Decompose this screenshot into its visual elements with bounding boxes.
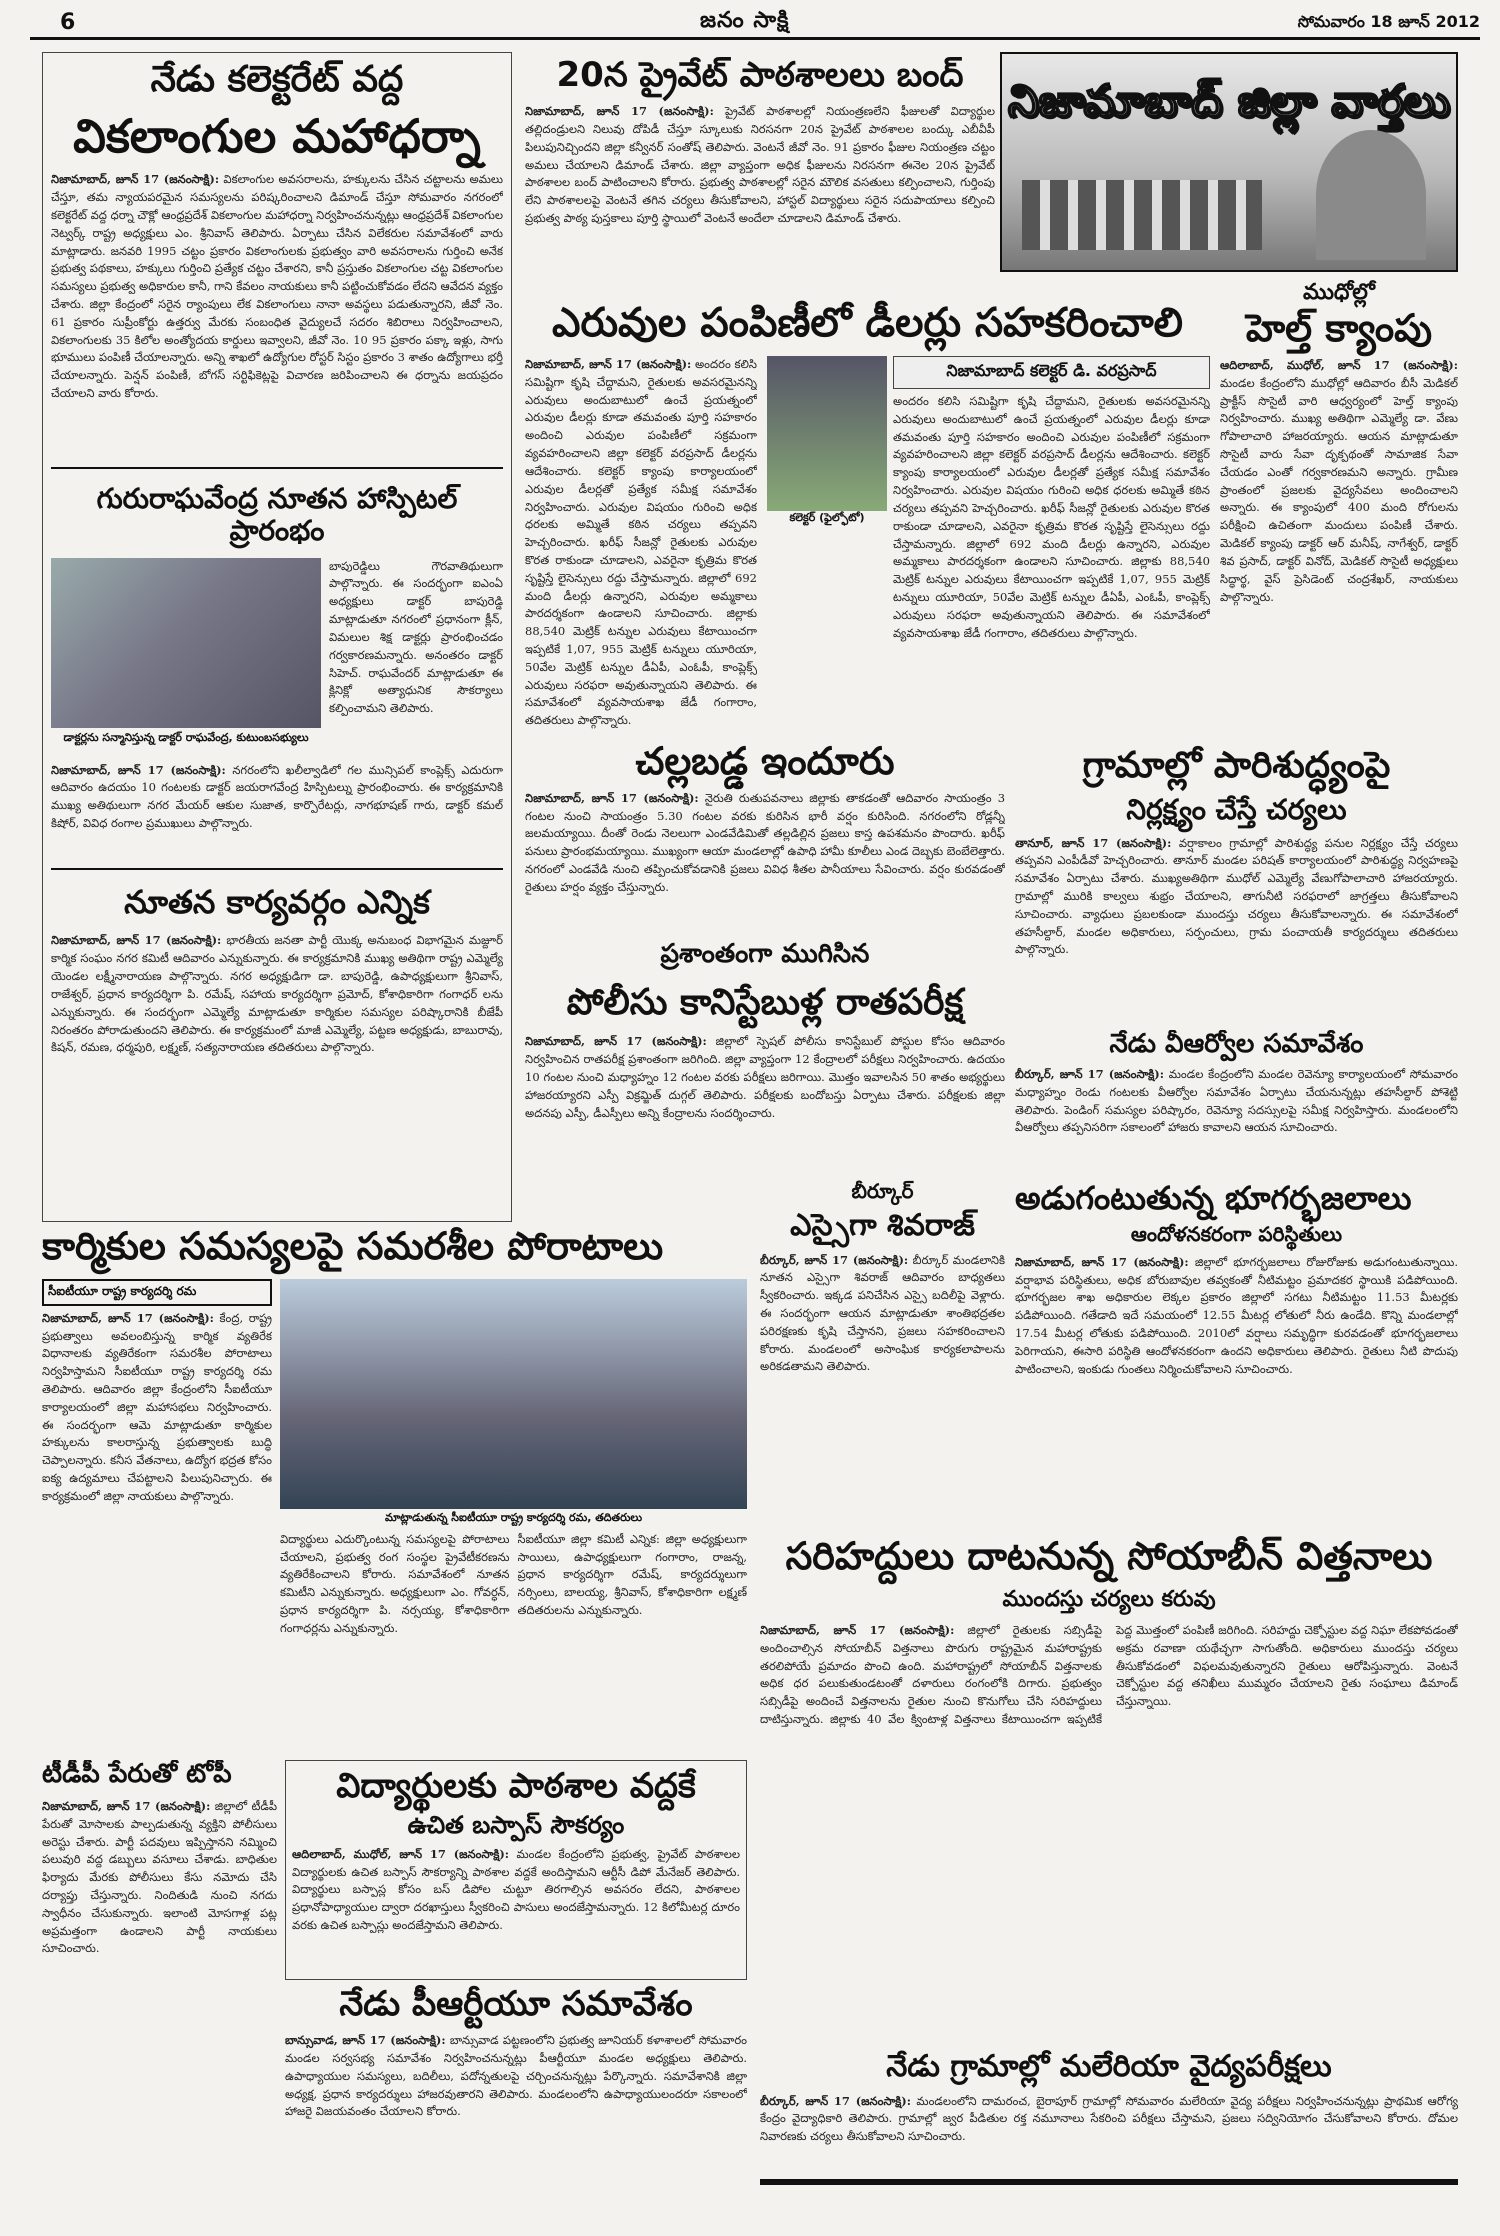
subheadline: ముందస్తు చర్యలు కరువు xyxy=(1002,1586,1216,1612)
masthead-logo: జనం సాక్షి xyxy=(700,8,790,33)
page-number: 6 xyxy=(60,10,76,35)
article-body: బాపురెడ్డిలు గౌరవాతిథులుగా పాల్గొన్నారు. ఈ సందర్భంగా ఐఎంఏ అధ్యక్షులు డాక్టర్ బాపురెడ్డి మాట్లాడుతూ నగరంలో ప్రధానంగా క్లీన్, విమలుల శిక్ష డాక్టర్లు ప్రారంభించడం గర్వకారణమన్నారు. అనంతరం డాక్టర్ సిహెచ్. రాఘవేందర్ మాట్లాడుతూ ఈ క్లినిక్లో అత్యాధునిక సౌకర్యాలు కల్పించామని తెలిపారు. xyxy=(329,558,503,716)
dateline: తానూర్, జూన్ 17 (జనంసాక్షి): xyxy=(1015,835,1172,850)
article-labour xyxy=(42,1225,747,1755)
body-text: జిల్లాలో రైతులకు సబ్సిడీపై అందించాల్సిన సోయాబీన్ విత్తనాలు పొరుగు రాష్ట్రమైన మహారాష్ట్రకు తరలిపోయే ప్రమాదం పొంచి ఉంది. మహారాష్ట్రలో సోయాబీన్ విత్తనాలకు అధిక ధర పలుకుతుండటంతో దళారులు రంగంలోకి దిగారు. ప్రభుత్వం సబ్సిడీపై అందించే విత్తనాలను రైతుల నుంచి కొనుగోలు చేసి సరిహద్దులు దాటిస్తున్నారు. జిల్లాకు 40 వేల క్వింటాళ్ల విత్తనాలు కేటాయించగా ఇప్పటికే పెద్ద మొత్తంలో పంపిణీ జరిగింది. సరిహద్దు చెక్పోస్టుల వద్ద నిఘా లేకపోవడంతో అక్రమ రవాణా యథేచ్ఛగా సాగుతోంది. అధికారులు ముందస్తు చర్యలు తీసుకోవడంలో విఫలమవుతున్నారని రైతులు ఆరోపిస్తున్నారు. వెంటనే చెక్పోస్టుల వద్ద తనిఖీలు ముమ్మరం చేయాలని రైతు సంఘాలు డిమాండ్ చేస్తున్నాయి. xyxy=(760,1622,1458,1727)
article-body xyxy=(51,932,503,1137)
dateline: నిజామాబాద్, జూన్ 17 (జనంసాక్షి): xyxy=(760,1622,955,1637)
dateline: ఆదిలాబాద్, ముధోల్, జూన్ 17 (జనంసాక్షి): xyxy=(1220,357,1458,372)
body-text: కేంద్ర, రాష్ట్ర ప్రభుత్వాలు అవలంబిస్తున్న కార్మిక వ్యతిరేక విధానాలకు వ్యతిరేకంగా సమరశీల పోరాటాలు నిర్వహిస్తామని సీఐటీయూ రాష్ట్ర కార్యదర్శి రమ తెలిపారు. ఆదివారం జిల్లా కేంద్రంలోని సీఐటీయూ కార్యాలయంలో జిల్లా మహాసభలు నిర్వహించారు. ఈ సందర్భంగా ఆమె మాట్లాడుతూ కార్మికుల హక్కులను కాలరాస్తున్న ప్రభుత్వాలకు బుద్ధి చెప్పాలన్నారు. కనీస వేతనాలు, ఉద్యోగ భద్రత కోసం ఐక్య ఉద్యమాలు చేపట్టాలని పిలుపునిచ్చారు. ఈ కార్యక్రమంలో జిల్లా నాయకులు పాల్గొన్నారు. xyxy=(42,1310,272,1503)
dateline: బీర్కూర్, జూన్ 17 (జనంసాక్షి): xyxy=(760,2093,911,2108)
subheadline: నిజామాబాద్ కలెక్టర్ డి. వరప్రసాద్ xyxy=(893,356,1210,389)
headline-police-exam: పోలీసు కానిస్టేబుళ్ల రాతపరీక్ష xyxy=(566,981,964,1023)
body-text: జిల్లాలో స్పెషల్ పోలీసు కానిస్టేబుల్ పోస్టుల కోసం ఆదివారం నిర్వహించిన రాతపరీక్ష ప్రశాంతంగా జరిగింది. జిల్లా వ్యాప్తంగా 12 కేంద్రాలలో పరీక్షలు నిర్వహించారు. ఉదయం 10 గంటల నుంచి మధ్యాహ్నం 12 గంటల వరకు పరీక్షలు జరిగాయి. మొత్తం ఇవాలసిన 50 శాతం అభ్యర్థులు హాజరయ్యారని ఎస్పీ విక్రమ్జిత్ దుగ్గల్ తెలిపారు. పరీక్షలకు బందోబస్తు ఏర్పాటు చేశారు. పరీక్షలకు జిల్లా అదనపు ఎస్పీ, డీఎస్పీలు అన్ని కేంద్రాలను సందర్శించారు. xyxy=(525,1034,1005,1120)
headline-tdp: టీడీపీ పేరుతో టోపీ xyxy=(42,1760,232,1789)
subheadline: ఆందోళనకరంగా పరిస్థితులు xyxy=(1130,1221,1343,1246)
body-text: జిల్లాలో టీడీపీ పేరుతో మోసాలకు పాల్పడుతున్న వ్యక్తిని పోలీసులు అరెస్టు చేశారు. పార్టీ పదవులు ఇప్పిస్తానని నమ్మించి పలువురి వద్ద డబ్బులు వసూలు చేశాడు. బాధితుల ఫిర్యాదు మేరకు పోలీసులు కేసు నమోదు చేసి దర్యాప్తు చేస్తున్నారు. నిందితుడి నుంచి నగదు స్వాధీనం చేసుకున్నారు. ఇలాంటి మోసగాళ్ల పట్ల అప్రమత్తంగా ఉండాలని పార్టీ నాయకులు సూచించారు. xyxy=(42,1798,277,1956)
dateline: ఆదిలాబాద్, ముధోల్, జూన్ 17 (జనంసాక్షి): xyxy=(292,1846,510,1861)
article-private-schools xyxy=(525,56,995,296)
photo-caption: డాక్టర్లను సన్మానిస్తున్న డాక్టర్ రాఘవేంద్ర, కుటుంబసభ్యులు xyxy=(63,730,309,744)
body-text: మండలంలోని దామరంచ, బైరాపూర్ గ్రామాల్లో సోమవారం మలేరియా వైద్య పరీక్షలు నిర్వహించనున్నట్లు ప్రాథమిక ఆరోగ్య కేంద్రం వైద్యాధికారి తెలిపారు. గ్రామాల్లో జ్వర పీడితుల రక్త నమూనాలు సేకరించి పరీక్షలు చేస్తామని, ప్రజలు సద్వినియోగం చేసుకోవాలని కోరారు. దోమల నివారణకు చర్యలు తీసుకోవాలని సూచించారు. xyxy=(760,2093,1458,2144)
district-news-banner xyxy=(1000,52,1458,272)
headline-collectorate-2: వికలాంగుల మహాధర్నా xyxy=(73,109,481,164)
article-body xyxy=(760,1252,1005,1522)
article-body: సీఐటీయూ జిల్లా కమిటీ ఎన్నిక: జిల్లా అధ్యక్షులుగా సాయిలు, ఉపాధ్యక్షులుగా గంగారాం, రాజన్న, ప్రధాన కార్యదర్శిగా రమేష్, కార్యదర్శులుగా నర్సింలు, బాలయ్య, శ్రీనివాస్, కోశాధికారిగా లక్ష్మణ్ తదితరులను ఎన్నుకున్నారు. xyxy=(517,1531,747,1617)
dateline: నిజామాబాద్, జూన్ 17 (జనంసాక్షి): xyxy=(525,790,699,805)
body-text: బీర్కూర్ మండలానికి నూతన ఎస్సైగా శివరాజ్ ఆదివారం బాధ్యతలు స్వీకరించారు. ఇక్కడ పనిచేసిన ఎస్సై బదిలీపై వెళ్లారు. ఈ సందర్భంగా ఆయన మాట్లాడుతూ శాంతిభద్రతల పరిరక్షణకు కృషి చేస్తానని, ప్రజలు సహకరించాలని కోరారు. మండలంలో అసాంఘిక కార్యకలాపాలను అరికడతామని తెలిపారు. xyxy=(760,1252,1005,1374)
headline-malaria: నేడు గ్రామాల్లో మలేరియా వైద్యపరీక్షలు xyxy=(886,2050,1332,2084)
article-prtu-meeting xyxy=(285,1985,747,2225)
body-text: వికలాంగుల అవసరాలను, హక్కులను చేసిన చట్టాలను అమలు చేస్తూ, తమ న్యాయపరమైన సమస్యలను పరిష్కరించాలని డిమాండ్ చేస్తూ సోమవారం నగరంలో కలెక్టరేట్ వద్ద ధర్నా చౌక్లో ఆంధ్రప్రదేశ్ వికలాంగుల మహాధర్నా నిర్వహించనున్నట్లు ఆంధ్రప్రదేశ్ వికలాంగుల నెట్వర్క్ రాష్ట్ర అధ్యక్షులు ఎం. శ్రీనివాస్ తెలిపారు. ఏర్పాటు చేసిన విలేకరుల సమావేశంలో వారు మాట్లాడారు. జనవరి 1995 చట్టం ప్రకారం వికలాంగులకు ప్రభుత్వం వారి అవసరాలను గుర్తించి అనేక ప్రభుత్వ పథకాలు, హక్కులు గుర్తించి ప్రత్యేక చట్టం చేశారని, కానీ ప్రస్తుతం వికలాంగుల చట్ట వికలాంగుల సమస్యలు ప్రభుత్వ అధికారుల కానీ, గాని కేవలం నాయకులు కానీ పట్టించుకోవడం లేదని ఆవేదన వ్యక్తం చేశారు. జిల్లా కేంద్రంలో సరైన ర్యాంపులు లేక వికలాంగులు నానా అవస్థలు పడుతున్నారని, జీవో నెం. 61 ప్రకారం సుప్రీంకోర్టు ఉత్తర్వు మేరకు సంబంధిత వైద్యులచే సదరం శిబిరాలు నిర్వహించాలని, వికలాంగులకు 35 కిలోల అంత్యోదయ కార్డులు ఇవ్వాలని, జీవో నెం. 10 95 ప్రకారం పక్కా ఇళ్లు, సాగు భూములు పంపిణీ చేయాలన్నారు. అన్ని శాఖలో ఉద్యోగుల రోస్టర్ సిస్టం ప్రకారం 3 శాతం ఉద్యోగాలు భర్తీ చేయాలన్నారు. పెన్షన్ పంపిణీ, బోగస్ సర్టిఫికెట్లపై విచారణ జరిపించాలని ఈ ధర్నాను జయప్రదం చేయాలని వారు కోరారు. xyxy=(51,172,503,401)
headline-committee: నూతన కార్యవర్గం ఎన్నిక xyxy=(124,882,430,921)
headline-bus-pass: విద్యార్థులకు పాఠశాల వద్దకే xyxy=(336,1766,696,1806)
dateline: నిజామాబాద్, జూన్ 17 (జనంసాక్షి): xyxy=(51,172,220,187)
subheadline: ఉచిత బస్పాస్ సౌకర్యం xyxy=(407,1811,625,1840)
dateline: బాన్సువాడ, జూన్ 17 (జనంసాక్షి): xyxy=(285,2033,446,2048)
article-body xyxy=(1015,835,1458,1005)
body-text: భారతీయ జనతా పార్టీ యొక్క అనుబంధ విభాగమైన మజ్దూర్ కార్మిక సంఘం నగర కమిటీ ఆదివారం ఎన్నుకున్నారు. ఈ కార్యక్రమానికి ముఖ్య అతిథిగా రాష్ట్ర ఎమ్మెల్యే యెండల లక్ష్మీనారాయణ పాల్గొన్నారు. నగర అధ్యక్షుడిగా డా. బాపురెడ్డి, ఉపాధ్యక్షులుగా శ్రీనివాస్, రాజేశ్వర్, ప్రధాన కార్యదర్శిగా పి. రమేష్, సహాయ కార్యదర్శిగా ప్రమోద్, కోశాధికారిగా గంగాధర్ లను ఎన్నుకున్నారు. ఈ సందర్భంగా ఎమ్మెల్యే మాట్లాడుతూ కార్మికుల సమస్యల పరిష్కారానికి బీజేపీ నిరంతరం పోరాడుతుందని తెలిపారు. ఈ కార్యక్రమంలో మాజీ ఎమ్మెల్యే, పట్టణ అధ్యక్షుడు, బాబురావు, కిషన్, రమణ, ధర్మపురి, లక్ష్మణ్, సత్యనారాయణ తదితరులు పాల్గొన్నారు. xyxy=(51,933,503,1055)
dateline: నిజామాబాద్, జూన్ 17 (జనంసాక్షి): xyxy=(525,357,692,371)
article-birkur xyxy=(760,1180,1005,1530)
headline-private-schools: 20న ప్రైవేట్ పాఠశాలలు బంద్ xyxy=(556,56,964,95)
article-body xyxy=(292,1846,740,1966)
photo-caption: కలెక్టర్ (ఫైల్ఫోటో) xyxy=(789,511,865,524)
headline-collectorate-1: నేడు కలెక్టరేట్ వద్ద xyxy=(150,59,404,100)
dateline: నిజామాబాద్, జూన్ 17 (జనంసాక్షి): xyxy=(1015,1254,1189,1269)
dateline: బీర్కూర్, జూన్ 17 (జనంసాక్షి): xyxy=(760,1252,909,1267)
article-body xyxy=(51,762,503,862)
article-body xyxy=(525,1033,1005,1133)
article-collectorate xyxy=(42,52,512,1222)
headline-soybean: సరిహద్దులు దాటనున్న సోయాబీన్ విత్తనాలు xyxy=(785,1535,1433,1578)
article-body xyxy=(42,1798,277,2208)
body-text: జిల్లాలో భూగర్భజలాలు రోజురోజుకు అడుగంటుతున్నాయి. వర్షాభావ పరిస్థితులు, అధిక బోరుబావుల తవ్వకంతో నీటిమట్టం ప్రమాదకర స్థాయికి పడిపోయింది. భూగర్భజల శాఖ అధికారుల లెక్కల ప్రకారం జిల్లాలో సగటు నీటిమట్టం 11.53 మీటర్లకు పడిపోయింది. గతేడాది ఇదే సమయంలో 12.55 మీటర్ల లోతులో నీరు ఉండేది. కొన్ని మండలాల్లో 17.54 మీటర్ల లోతుకు పడిపోయింది. 2010లో వర్షాలు సమృద్ధిగా కురవడంతో భూగర్భజలాలు పెరిగాయని, ఈసారి పరిస్థితి ఆందోళనకరంగా ఉందని అధికారులు తెలిపారు. రైతులు నీటి పొదుపు పాటించాలని, ఇంకుడు గుంతలు నిర్మించుకోవాలని సూచించారు. xyxy=(1015,1254,1458,1376)
article-malaria xyxy=(760,2050,1458,2220)
headline-prtu: నేడు పీఆర్టీయూ సమావేశం xyxy=(339,1985,693,2024)
dateline: నిజామాబాద్, జూన్ 17 (జనంసాక్షి): xyxy=(525,104,714,119)
dateline: నిజామాబాద్, జూన్ 17 (జనంసాక్షి): xyxy=(51,762,226,777)
dateline: నిజామాబాద్, జూన్ 17 (జనంసాక్షి): xyxy=(42,1798,211,1813)
article-bus-pass xyxy=(285,1760,747,1980)
banner-title: నిజామాబాద్ జిల్లా వార్తలు xyxy=(1008,76,1450,127)
article-body xyxy=(1220,357,1458,737)
headline-fertilizer: ఎరువుల పంపిణీలో డీలర్లు సహకరించాలి xyxy=(552,300,1183,346)
article-body xyxy=(42,1310,272,1750)
article-body xyxy=(525,103,995,273)
article-body: అందరం కలిసి సమిష్టిగా కృషి చేద్దామని, రైతులకు అవసరమైనన్ని ఎరువులు అందుబాటులో ఉంచే ప్రయత్నంలో ఎరువుల డీలర్లు కూడా తమవంతు పూర్తి సహకారం అందించి ఎరువుల పంపిణీలో సక్రమంగా వ్యవహరించాలని జిల్లా కలెక్టర్ వరప్రసాద్ డీలర్లను ఆదేశించారు. కలెక్టర్ క్యాంపు కార్యాలయంలో ఎరువుల డీలర్లతో ప్రత్యేక సమీక్ష సమావేశం నిర్వహించారు. ఎరువుల విషయం గురించి అధిక ధరలకు అమ్మితే కఠిన చర్యలు తప్పవని హెచ్చరించారు. ఖరీఫ్ సీజన్లో రైతులకు ఎరువుల కొరత రాకుండా చూడాలని, ఎవరైనా కృత్రిమ కొరత సృష్టిస్తే లైసెన్సులు రద్దు చేస్తామన్నారు. జిల్లాలో 692 మంది డీలర్లు ఉన్నారని, ఎరువుల అమ్మకాలు పారదర్శకంగా ఉండాలని సూచించారు. జిల్లాకు 88,540 మెట్రిక్ టన్నుల ఎరువులు కేటాయించగా ఇప్పటికే 1,07, 955 మెట్రిక్ టన్నులు యూరియా, 50వేల మెట్రిక్ టన్నుల డీఏపీ, ఎంఓపీ, కాంప్లెక్స్ ఎరువులు సరఫరా అవుతున్నాయని తెలిపారు. ఈ సమావేశంలో వ్యవసాయశాఖ జేడీ గంగారాం, తదితరులు పాల్గొన్నారు. xyxy=(893,394,1210,640)
headline-health-camp: హెల్త్ క్యాంపు xyxy=(1245,306,1433,351)
headline-labour: కార్మికుల సమస్యలపై సమరశీల పోరాటాలు xyxy=(42,1225,664,1268)
article-body xyxy=(525,790,1005,920)
body-text: వర్షాకాలం గ్రామాల్లో పారిశుద్ధ్య పనుల నిర్లక్ష్యం చేస్తే చర్యలు తప్పవని ఎంపీడీవో హెచ్చరించారు. తానూర్ మండల పరిషత్ కార్యాలయంలో పారిశుద్ధ్య నిర్వహణపై సమావేశం ఏర్పాటు చేశారు. ముఖ్యఅతిథిగా ముధోల్ ఎమ్మెల్యే వేణుగోపాలాచారి హాజరయ్యారు. గ్రామాల్లో మురికి కాల్వలు శుభ్రం చేయాలని, తాగునీటి సరఫరాలో జాగ్రత్తలు తీసుకోవాలని సూచించారు. వ్యాధులు ప్రబలకుండా ముందస్తు చర్యలు తీసుకోవాలన్నారు. ఈ సమావేశంలో తహసీల్దార్, మండల అధికారులు, సర్పంచులు, గ్రామ పంచాయతీ కార్యదర్శులు తదితరులు పాల్గొన్నారు. xyxy=(1015,835,1458,957)
article-groundwater xyxy=(1015,1180,1458,1530)
divider xyxy=(51,467,503,469)
article-body xyxy=(285,2032,747,2212)
page-date: సోమవారం 18 జూన్ 2012 xyxy=(1297,12,1480,31)
body-text: నగరంలోని ఖలీల్వాడిలో గల మున్సిపల్ కాంప్లెక్స్ ఎదురుగా ఆదివారం ఉదయం 10 గంటలకు డాక్టర్ జయరాగవేంద్ర హిస్పిటల్ను ప్రారంభించారు. ఈ కార్యక్రమానికి ముఖ్య అతిథులుగా నగర మేయర్ ఆకుల సుజాత, కార్పొరేటర్లు, నాగభూషణ్ గారు, డాక్టర్ కమల్ కిషోర్, వివిధ రంగాల ప్రముఖులు పాల్గొన్నారు. xyxy=(51,762,503,831)
body-text: నైరుతి రుతుపవనాలు జిల్లాకు తాకడంతో ఆదివారం సాయంత్రం 3 గంటల నుంచి సాయంత్రం 5.30 గంటల వరకు కురిసిన భారీ వర్షం కురిసింది. నగరంలోని రోడ్లన్నీ జలమయ్యాయి. దీంతో రెండు నెలలుగా ఎండవేడిమితో తల్లడిల్లిన ప్రజలు కాస్త ఉపశమనం పొందారు. ఖరీఫ్ పనులు ప్రారంభమయ్యాయి. ముఖ్యంగా ఆయా మండలాల్లో ఉపాధి హామీ కూలీలు ఎండ దెబ్బకు బెంబేలెత్తారు. నగరంలో ఎండవేడి నుంచి తప్పించుకోవడానికి ప్రజలు వివిధ శీతల పానీయాలు సేవించారు. వర్షం కురవడంతో రైతులు హర్షం వ్యక్తం చేస్తున్నారు. xyxy=(525,790,1005,894)
article-body xyxy=(51,171,503,461)
article-induru xyxy=(525,740,1005,930)
body-text: అందరం కలిసి సమిష్టిగా కృషి చేద్దామని, రైతులకు అవసరమైనన్ని ఎరువులు అందుబాటులో ఉంచే ప్రయత్నంలో ఎరువుల డీలర్లు కూడా తమవంతు పూర్తి సహకారం అందించి ఎరువుల పంపిణీలో సక్రమంగా వ్యవహరించాలని జిల్లా కలెక్టర్ వరప్రసాద్ డీలర్లను ఆదేశించారు. కలెక్టర్ క్యాంపు కార్యాలయంలో ఎరువుల డీలర్లతో ప్రత్యేక సమీక్ష సమావేశం నిర్వహించారు. ఎరువుల విషయం గురించి అధిక ధరలకు అమ్మితే కఠిన చర్యలు తప్పవని హెచ్చరించారు. ఖరీఫ్ సీజన్లో రైతులకు ఎరువుల కొరత రాకుండా చూడాలని, ఎవరైనా కృత్రిమ కొరత సృష్టిస్తే లైసెన్సులు రద్దు చేస్తామన్నారు. జిల్లాలో 692 మంది డీలర్లు ఉన్నారని, ఎరువుల అమ్మకాలు పారదర్శకంగా ఉండాలని సూచించారు. జిల్లాకు 88,540 మెట్రిక్ టన్నుల ఎరువులు కేటాయించగా ఇప్పటికే 1,07, 955 మెట్రిక్ టన్నులు యూరియా, 50వేల మెట్రిక్ టన్నుల డీఏపీ, ఎంఓపీ, కాంప్లెక్స్ ఎరువులు సరఫరా అవుతున్నాయని తెలిపారు. ఈ సమావేశంలో వ్యవసాయశాఖ జేడీ గంగారాం, తదితరులు పాల్గొన్నారు. xyxy=(525,357,757,728)
headline-groundwater: అడుగంటుతున్న భూగర్భజలాలు xyxy=(1015,1180,1412,1217)
kicker: బీర్కూర్ xyxy=(851,1180,914,1203)
body-text: బాన్సువాడ పట్టణంలోని ప్రభుత్వ జూనియర్ కళాశాలలో సోమవారం మండల సర్వసభ్య సమావేశం నిర్వహించనున్నట్లు పీఆర్టీయూ మండల అధ్యక్షులు తెలిపారు. ఉపాధ్యాయుల సమస్యలు, బదిలీలు, పదోన్నతులపై చర్చించనున్నట్లు పేర్కొన్నారు. సమావేశానికి జిల్లా అధ్యక్ష, ప్రధాన కార్యదర్శులు హాజరవుతారని తెలిపారు. మండలంలోని ఉపాధ్యాయులందరూ సకాలంలో హాజరై విజయవంతం చేయాలని కోరారు. xyxy=(285,2033,747,2119)
article-soybean xyxy=(760,1535,1458,2045)
article-body: విద్యార్థులు ఎదుర్కొంటున్న సమస్యలపై పోరాటాలు చేయాలని, ప్రభుత్వ రంగ సంస్థల ప్రైవేటీకరణను వ్యతిరేకించాలని కోరారు. సమావేశంలో నూతన కమిటీని ఎన్నుకున్నారు. అధ్యక్షులుగా ఎం. గోవర్ధన్, ప్రధాన కార్యదర్శిగా పి. నర్సయ్య, కోశాధికారిగా గంగాధర్లను ఎన్నుకున్నారు. xyxy=(280,1531,510,1635)
article-health-camp xyxy=(1220,280,1458,740)
dam-illustration xyxy=(1022,180,1262,250)
headline-hospital: గురురాఘవేంద్ర నూతన హాస్పిటల్ ప్రారంభం xyxy=(96,482,458,548)
dateline: బీర్కూర్, జూన్ 17 (జనంసాక్షి): xyxy=(1015,1066,1164,1081)
article-vro-meeting xyxy=(1015,1030,1458,1170)
kicker: ముధోల్లో xyxy=(1303,280,1375,305)
body-text: మండల కేంద్రంలోని ప్రభుత్వ, ప్రైవేట్ పాఠశాలల విద్యార్థులకు ఉచిత బస్పాస్ సౌకర్యాన్ని పాఠశాల వద్దకే అందిస్తామని ఆర్టీసీ డిపో మేనేజర్ తెలిపారు. విద్యార్థులు బస్పాస్ల కోసం బస్ డిపోల చుట్టూ తిరగాల్సిన అవసరం లేదని, పాఠశాలల ప్రధానోపాధ్యాయుల ద్వారా దరఖాస్తులు స్వీకరించి పాసులు అందజేస్తామన్నారు. 12 కిలోమీటర్ల దూరం వరకు ఉచిత బస్పాస్లు అందజేస్తామని తెలిపారు. xyxy=(292,1846,740,1932)
body-text: మండల కేంద్రంలోని ముధోల్లో ఆదివారం బీసీ మెడికల్ ప్రాక్టీస్ సొసైటీ వారి ఆధ్వర్యంలో హెల్త్ క్యాంపు నిర్వహించారు. ముఖ్య అతిథిగా ఎమ్మెల్యే డా. వేణు గోపాలాచారి హాజరయ్యారు. ఆయన మాట్లాడుతూ సొసైటీ వారు సేవా దృక్పథంతో సామాజిక సేవా చేయడం ఎంతో గర్వకారణమని అన్నారు. గ్రామీణ ప్రాంతంలో ప్రజలకు వైద్యసేవలు అందించాలని అన్నారు. ఈ క్యాంపులో 400 మంది రోగులను పరీక్షించి ఉచితంగా మందులు పంపిణీ చేశారు. మెడికల్ క్యాంపు డాక్టర్ ఆర్ మనీష్, నాగేశ్వర్, డాక్టర్ శివ ప్రసాద్, డాక్టర్ వినోద్, మెడికల్ సొసైటీ అధ్యక్షులు సిద్ధార్థ, వైస్ ప్రెసిడెంట్ చంద్రశేఖర్, నాయకులు పాల్గొన్నారు. xyxy=(1220,375,1458,604)
headline-induru: చల్లబడ్డ ఇందూరు xyxy=(635,740,895,783)
article-body xyxy=(1015,1254,1458,1524)
article-body xyxy=(760,2093,1458,2173)
bottom-rule xyxy=(760,2179,1458,2185)
headline-sanitation: గ్రామాల్లో పారిశుద్ధ్యంపై xyxy=(1082,745,1391,786)
article-fertilizer xyxy=(525,300,1210,740)
photo-caption: మాట్లాడుతున్న సీఐటీయూ రాష్ట్ర కార్యదర్శి రమ, తదితరులు xyxy=(384,1510,643,1524)
article-sanitation xyxy=(1015,745,1458,1025)
dateline: నిజామాబాద్, జూన్ 17 (జనంసాక్షి): xyxy=(51,933,222,948)
dateline: నిజామాబాద్, జూన్ 17 (జనంసాక్షి): xyxy=(525,1034,707,1049)
photo-labour xyxy=(280,1279,747,1509)
article-body xyxy=(1015,1066,1458,1161)
article-body xyxy=(525,356,757,736)
divider xyxy=(51,868,503,870)
body-text: మండల కేంద్రంలోని మండల రెవెన్యూ కార్యాలయంలో సోమవారం మధ్యాహ్నం రెండు గంటలకు వీఆర్వోల సమావేశం ఏర్పాటు చేయనున్నట్లు తహసీల్దార్ పోశెట్టి తెలిపారు. పెండింగ్ సమస్యల పరిష్కారం, రెవెన్యూ సదస్సులపై సమీక్ష నిర్వహిస్తారు. మండలంలోని వీఆర్వోలు తప్పనిసరిగా సకాలంలో హాజరు కావాలని ఆయన సూచించారు. xyxy=(1015,1066,1458,1135)
tag-label: సీఐటీయూ రాష్ట్ర కార్యదర్శి రమ xyxy=(42,1279,272,1306)
kicker: ప్రశాంతంగా ముగిసిన xyxy=(660,940,870,969)
article-police-exam xyxy=(525,940,1005,1160)
headline-birkur: ఎస్సైగా శివరాజ్ xyxy=(790,1208,975,1243)
article-body xyxy=(760,1622,1458,2042)
headline-vro: నేడు వీఆర్వోల సమావేశం xyxy=(1109,1030,1364,1059)
subheadline: నిర్లక్ష్యం చేస్తే చర్యలు xyxy=(1126,793,1347,827)
photo-hospital xyxy=(51,558,321,728)
fort-illustration xyxy=(1316,130,1426,260)
dateline: నిజామాబాద్, జూన్ 17 (జనంసాక్షి): xyxy=(42,1310,214,1325)
article-tdp xyxy=(42,1760,277,2220)
body-text: ప్రైవేట్ పాఠశాలల్లో నియంత్రణలేని ఫీజులతో విద్యార్థుల తల్లిదండ్రులని నిలువు దోపిడీ చేస్తూ స్కూలుకు నిరసనగా 20న ప్రైవేట్ పాఠశాలల బంద్కు ఎబీవీపీ పిలుపునిచ్చిందని జిల్లా కన్వీనర్ సంతోష్ తెలిపారు. వెంటనే జీవో నెం. 91 ప్రకారం ఫీజుల నియంత్రణ చట్టం అమలు చేయాలని డిమాండ్ చేశారు. జిల్లా వ్యాప్తంగా అధిక ఫీజులను నిరసనగా ఈనెల 20న ప్రైవేట్ పాఠశాలల బంద్ పాటించాలని కోరారు. ప్రభుత్వ పాఠశాలల్లో సరైన మౌలిక వసతులు కల్పించాలని, గుర్తింపు లేని పాఠశాలలపై వెంటనే తగిన చర్యలు తీసుకోవాలని, హాస్టల్ విద్యార్థులు సరైన సదుపాయాలు కల్పించి ప్రభుత్వ పాఠ్య పుస్తకాలు పూర్తి స్థాయిలో వెంటనే అందేలా చూడాలని డిమాండ్ చేశారు. xyxy=(525,104,995,225)
photo-collector xyxy=(767,356,887,511)
page-header xyxy=(30,6,1480,40)
